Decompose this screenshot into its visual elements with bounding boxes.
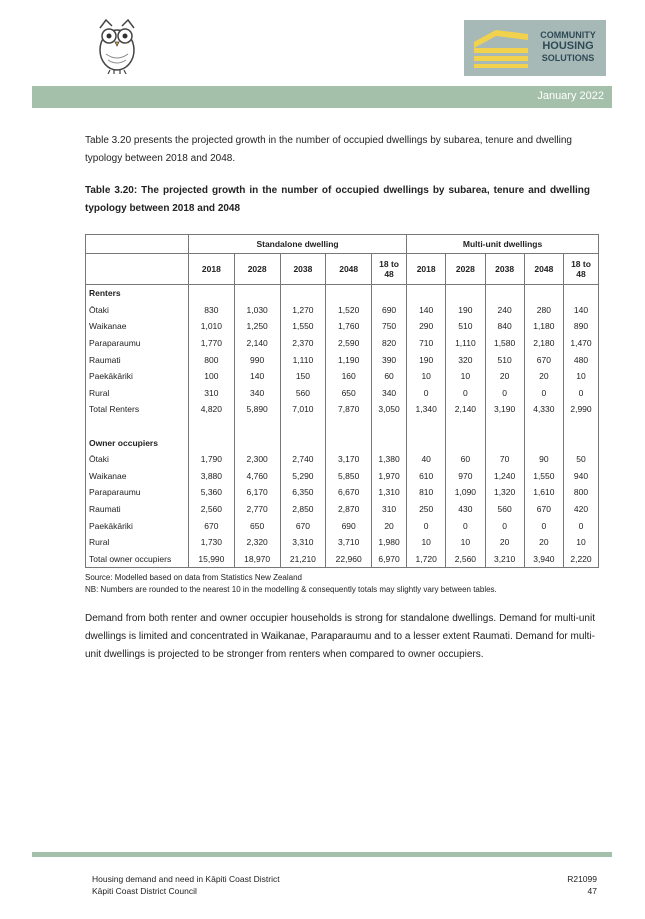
table-cell: 140 <box>564 302 599 319</box>
table-cell: 2,140 <box>446 401 485 418</box>
table-cell: 10 <box>446 368 485 385</box>
table-cell: 2,990 <box>564 401 599 418</box>
table-cell: 0 <box>446 385 485 402</box>
table-cell: 1,980 <box>372 534 407 551</box>
table-row <box>86 335 599 352</box>
spacer-cell <box>372 418 407 435</box>
table-row <box>86 468 599 485</box>
table-cell: 20 <box>485 534 524 551</box>
footer-ref: R21099 <box>567 874 597 884</box>
table-cell: 690 <box>326 517 372 534</box>
spacer-cell <box>524 418 563 435</box>
spacer-cell <box>280 418 326 435</box>
table-row <box>86 318 599 335</box>
empty-cell <box>326 434 372 451</box>
table-cell: 90 <box>524 451 563 468</box>
table-year-header <box>86 254 599 285</box>
spacer-cell <box>564 418 599 435</box>
table-cell: 1,730 <box>189 534 235 551</box>
owl-logo-icon <box>92 14 142 74</box>
table-cell: 1,580 <box>485 335 524 352</box>
table-cell: 1,010 <box>189 318 235 335</box>
table-cell: 2,850 <box>280 501 326 518</box>
footer-right <box>567 873 597 897</box>
table-cell: 510 <box>485 351 524 368</box>
footer-band <box>32 852 612 857</box>
table-cell: 2,740 <box>280 451 326 468</box>
table-cell: 1,550 <box>280 318 326 335</box>
table-cell: 3,210 <box>485 551 524 568</box>
table-cell: 0 <box>485 517 524 534</box>
table-row <box>86 302 599 319</box>
table-cell: 0 <box>485 385 524 402</box>
blank-header <box>86 254 189 285</box>
table-cell: 2,590 <box>326 335 372 352</box>
table-cell: 1,790 <box>189 451 235 468</box>
spacer-cell <box>86 418 189 435</box>
table-cell: 60 <box>446 451 485 468</box>
table-cell: 670 <box>524 501 563 518</box>
table-cell: 810 <box>407 484 446 501</box>
table-cell: 18,970 <box>234 551 280 568</box>
table-cell: 320 <box>446 351 485 368</box>
section-header-row <box>86 434 599 451</box>
year-header: 2018 <box>189 254 235 285</box>
footer-page-number: 47 <box>587 886 597 896</box>
header-date: January 2022 <box>537 90 604 102</box>
body-paragraph: Demand from both renter and owner occupier households is strong for standalone dwellings. Demand for multi-unit dwellings is limited and concentrated in Waikanae, Paraparaumu and to a lesser extent Raumati. Demand for multi-unit dwellings is projected to be stronger from renters when compared to owner occupiers. <box>85 613 595 660</box>
table-cell: 280 <box>524 302 563 319</box>
table-cell: 0 <box>446 517 485 534</box>
table-cell: 340 <box>372 385 407 402</box>
table-cell: 2,870 <box>326 501 372 518</box>
table-cell: 3,190 <box>485 401 524 418</box>
table-cell: 2,300 <box>234 451 280 468</box>
row-label: Paraparaumu <box>86 484 189 501</box>
year-header: 2048 <box>326 254 372 285</box>
table-cell: 560 <box>280 385 326 402</box>
table-cell: 15,990 <box>189 551 235 568</box>
empty-cell <box>446 285 485 302</box>
footer-title: Housing demand and need in Kāpiti Coast District <box>92 874 280 884</box>
table-cell: 2,140 <box>234 335 280 352</box>
year-header: 18 to 48 <box>564 254 599 285</box>
table-cell: 290 <box>407 318 446 335</box>
row-label: Waikanae <box>86 468 189 485</box>
table-row <box>86 534 599 551</box>
table-cell: 2,220 <box>564 551 599 568</box>
empty-cell <box>234 434 280 451</box>
year-header: 2018 <box>407 254 446 285</box>
row-label: Ōtaki <box>86 451 189 468</box>
table-cell: 820 <box>372 335 407 352</box>
table-cell: 1,090 <box>446 484 485 501</box>
table-cell: 310 <box>372 501 407 518</box>
spacer-cell <box>189 418 235 435</box>
table-cell: 140 <box>407 302 446 319</box>
empty-cell <box>326 285 372 302</box>
intro-paragraph: Table 3.20 presents the projected growth in the number of occupied dwellings by subarea, tenure and dwelling typology between 2018 and 2048. <box>85 135 572 164</box>
table-cell: 3,710 <box>326 534 372 551</box>
table-cell: 10 <box>446 534 485 551</box>
table-cell: 2,370 <box>280 335 326 352</box>
table-cell: 0 <box>524 517 563 534</box>
table-cell: 10 <box>564 368 599 385</box>
empty-cell <box>372 285 407 302</box>
table-cell: 0 <box>564 517 599 534</box>
table-cell: 4,760 <box>234 468 280 485</box>
table-body <box>86 285 599 568</box>
group-header-multiunit: Multi-unit dwellings <box>407 235 599 254</box>
dwellings-table <box>85 234 599 568</box>
table-cell: 3,880 <box>189 468 235 485</box>
table-cell: 940 <box>564 468 599 485</box>
table-notes <box>85 572 497 596</box>
table-cell: 710 <box>407 335 446 352</box>
table-cell: 10 <box>564 534 599 551</box>
year-header: 2028 <box>234 254 280 285</box>
table-cell: 310 <box>189 385 235 402</box>
table-cell: 1,240 <box>485 468 524 485</box>
table-cell: 6,170 <box>234 484 280 501</box>
row-label: Total Renters <box>86 401 189 418</box>
table-row <box>86 401 599 418</box>
table-cell: 1,470 <box>564 335 599 352</box>
table-cell: 2,770 <box>234 501 280 518</box>
group-header-standalone: Standalone dwelling <box>189 235 407 254</box>
table-cell: 2,560 <box>446 551 485 568</box>
table-row <box>86 385 599 402</box>
table-row <box>86 451 599 468</box>
empty-cell <box>189 285 235 302</box>
table-cell: 480 <box>564 351 599 368</box>
table-cell: 70 <box>485 451 524 468</box>
section-title: Renters <box>86 285 189 302</box>
table-row <box>86 368 599 385</box>
table-cell: 3,310 <box>280 534 326 551</box>
empty-cell <box>280 434 326 451</box>
table-cell: 510 <box>446 318 485 335</box>
year-header: 18 to 48 <box>372 254 407 285</box>
empty-cell <box>524 434 563 451</box>
table-cell: 3,170 <box>326 451 372 468</box>
table-cell: 1,610 <box>524 484 563 501</box>
table-cell: 420 <box>564 501 599 518</box>
community-housing-solutions-logo <box>464 20 606 76</box>
table-cell: 250 <box>407 501 446 518</box>
table-cell: 390 <box>372 351 407 368</box>
row-label: Raumati <box>86 501 189 518</box>
table-cell: 1,770 <box>189 335 235 352</box>
table-cell: 6,970 <box>372 551 407 568</box>
source-note: Source: Modelled based on data from Statistics New Zealand <box>85 573 303 582</box>
footer-council: Kāpiti Coast District Council <box>92 886 197 896</box>
table-cell: 0 <box>407 517 446 534</box>
table-row <box>86 517 599 534</box>
row-label: Waikanae <box>86 318 189 335</box>
table-cell: 1,720 <box>407 551 446 568</box>
table-cell: 1,250 <box>234 318 280 335</box>
year-header: 2038 <box>280 254 326 285</box>
table-cell: 50 <box>564 451 599 468</box>
table-cell: 5,290 <box>280 468 326 485</box>
empty-cell <box>407 285 446 302</box>
footer-left <box>92 873 280 897</box>
table-cell: 750 <box>372 318 407 335</box>
row-label: Paekākāriki <box>86 368 189 385</box>
empty-cell <box>524 285 563 302</box>
table-cell: 3,940 <box>524 551 563 568</box>
table-cell: 5,850 <box>326 468 372 485</box>
table-cell: 610 <box>407 468 446 485</box>
section-title: Owner occupiers <box>86 434 189 451</box>
spacer-row <box>86 418 599 435</box>
table-cell: 2,320 <box>234 534 280 551</box>
spacer-cell <box>485 418 524 435</box>
table-cell: 340 <box>234 385 280 402</box>
table-cell: 2,560 <box>189 501 235 518</box>
table-cell: 2,180 <box>524 335 563 352</box>
row-label: Total owner occupiers <box>86 551 189 568</box>
spacer-cell <box>446 418 485 435</box>
table-cell: 20 <box>524 368 563 385</box>
logo-line-1: COMMUNITY <box>540 30 596 40</box>
table-cell: 7,010 <box>280 401 326 418</box>
table-cell: 140 <box>234 368 280 385</box>
table-cell: 830 <box>189 302 235 319</box>
table-cell: 0 <box>407 385 446 402</box>
table-row <box>86 551 599 568</box>
table-cell: 670 <box>524 351 563 368</box>
table-cell: 4,820 <box>189 401 235 418</box>
year-header: 2048 <box>524 254 563 285</box>
empty-cell <box>372 434 407 451</box>
table-cell: 670 <box>280 517 326 534</box>
table-cell: 20 <box>524 534 563 551</box>
table-cell: 1,550 <box>524 468 563 485</box>
spacer-cell <box>407 418 446 435</box>
table-cell: 890 <box>564 318 599 335</box>
table-cell: 1,320 <box>485 484 524 501</box>
table-cell: 1,190 <box>326 351 372 368</box>
row-label: Ōtaki <box>86 302 189 319</box>
table-cell: 0 <box>564 385 599 402</box>
table-cell: 3,050 <box>372 401 407 418</box>
table-cell: 4,330 <box>524 401 563 418</box>
row-label: Rural <box>86 534 189 551</box>
table-cell: 1,270 <box>280 302 326 319</box>
empty-cell <box>485 434 524 451</box>
table-caption: Table 3.20: The projected growth in the number of occupied dwellings by subarea, tenure and dwelling typology between 2018 and 2048 <box>85 185 590 214</box>
empty-cell <box>485 285 524 302</box>
table-cell: 1,110 <box>280 351 326 368</box>
table-cell: 1,180 <box>524 318 563 335</box>
nb-note: NB: Numbers are rounded to the nearest 10 in the modelling & consequently totals may slightly vary between tables. <box>85 585 497 594</box>
row-label: Rural <box>86 385 189 402</box>
table-cell: 6,350 <box>280 484 326 501</box>
table-cell: 60 <box>372 368 407 385</box>
table-cell: 10 <box>407 368 446 385</box>
empty-cell <box>564 434 599 451</box>
table-cell: 670 <box>189 517 235 534</box>
table-cell: 10 <box>407 534 446 551</box>
table-cell: 6,670 <box>326 484 372 501</box>
year-header: 2038 <box>485 254 524 285</box>
spacer-cell <box>326 418 372 435</box>
table-cell: 190 <box>407 351 446 368</box>
row-label: Paekākāriki <box>86 517 189 534</box>
table-cell: 20 <box>372 517 407 534</box>
table-cell: 1,340 <box>407 401 446 418</box>
empty-cell <box>189 434 235 451</box>
table-cell: 7,870 <box>326 401 372 418</box>
logo-line-2: HOUSING <box>542 40 594 52</box>
logo-line-3: SOLUTIONS <box>541 53 595 63</box>
table-cell: 5,890 <box>234 401 280 418</box>
table-cell: 40 <box>407 451 446 468</box>
empty-cell <box>407 434 446 451</box>
table-cell: 970 <box>446 468 485 485</box>
table-cell: 650 <box>234 517 280 534</box>
table-cell: 800 <box>564 484 599 501</box>
table-cell: 1,380 <box>372 451 407 468</box>
row-label: Paraparaumu <box>86 335 189 352</box>
table-cell: 800 <box>189 351 235 368</box>
section-header-row <box>86 285 599 302</box>
table-cell: 840 <box>485 318 524 335</box>
table-cell: 5,360 <box>189 484 235 501</box>
table-cell: 22,960 <box>326 551 372 568</box>
table-cell: 690 <box>372 302 407 319</box>
table-cell: 1,310 <box>372 484 407 501</box>
house-bars-icon <box>470 26 532 70</box>
table-row <box>86 351 599 368</box>
table-cell: 990 <box>234 351 280 368</box>
empty-cell <box>280 285 326 302</box>
year-header: 2028 <box>446 254 485 285</box>
table-cell: 1,110 <box>446 335 485 352</box>
table-cell: 160 <box>326 368 372 385</box>
table-cell: 240 <box>485 302 524 319</box>
table-cell: 21,210 <box>280 551 326 568</box>
table-cell: 430 <box>446 501 485 518</box>
logo-text <box>533 30 603 63</box>
table-cell: 1,030 <box>234 302 280 319</box>
table-cell: 1,760 <box>326 318 372 335</box>
table-group-header <box>86 235 599 254</box>
header-band <box>32 86 612 108</box>
table-cell: 650 <box>326 385 372 402</box>
table-row <box>86 484 599 501</box>
table-cell: 150 <box>280 368 326 385</box>
table-row <box>86 501 599 518</box>
blank-header <box>86 235 189 254</box>
empty-cell <box>564 285 599 302</box>
spacer-cell <box>234 418 280 435</box>
empty-cell <box>446 434 485 451</box>
table-cell: 0 <box>524 385 563 402</box>
table-cell: 100 <box>189 368 235 385</box>
table-cell: 1,520 <box>326 302 372 319</box>
table-cell: 190 <box>446 302 485 319</box>
table-cell: 1,970 <box>372 468 407 485</box>
empty-cell <box>234 285 280 302</box>
table-cell: 560 <box>485 501 524 518</box>
table-cell: 20 <box>485 368 524 385</box>
row-label: Raumati <box>86 351 189 368</box>
